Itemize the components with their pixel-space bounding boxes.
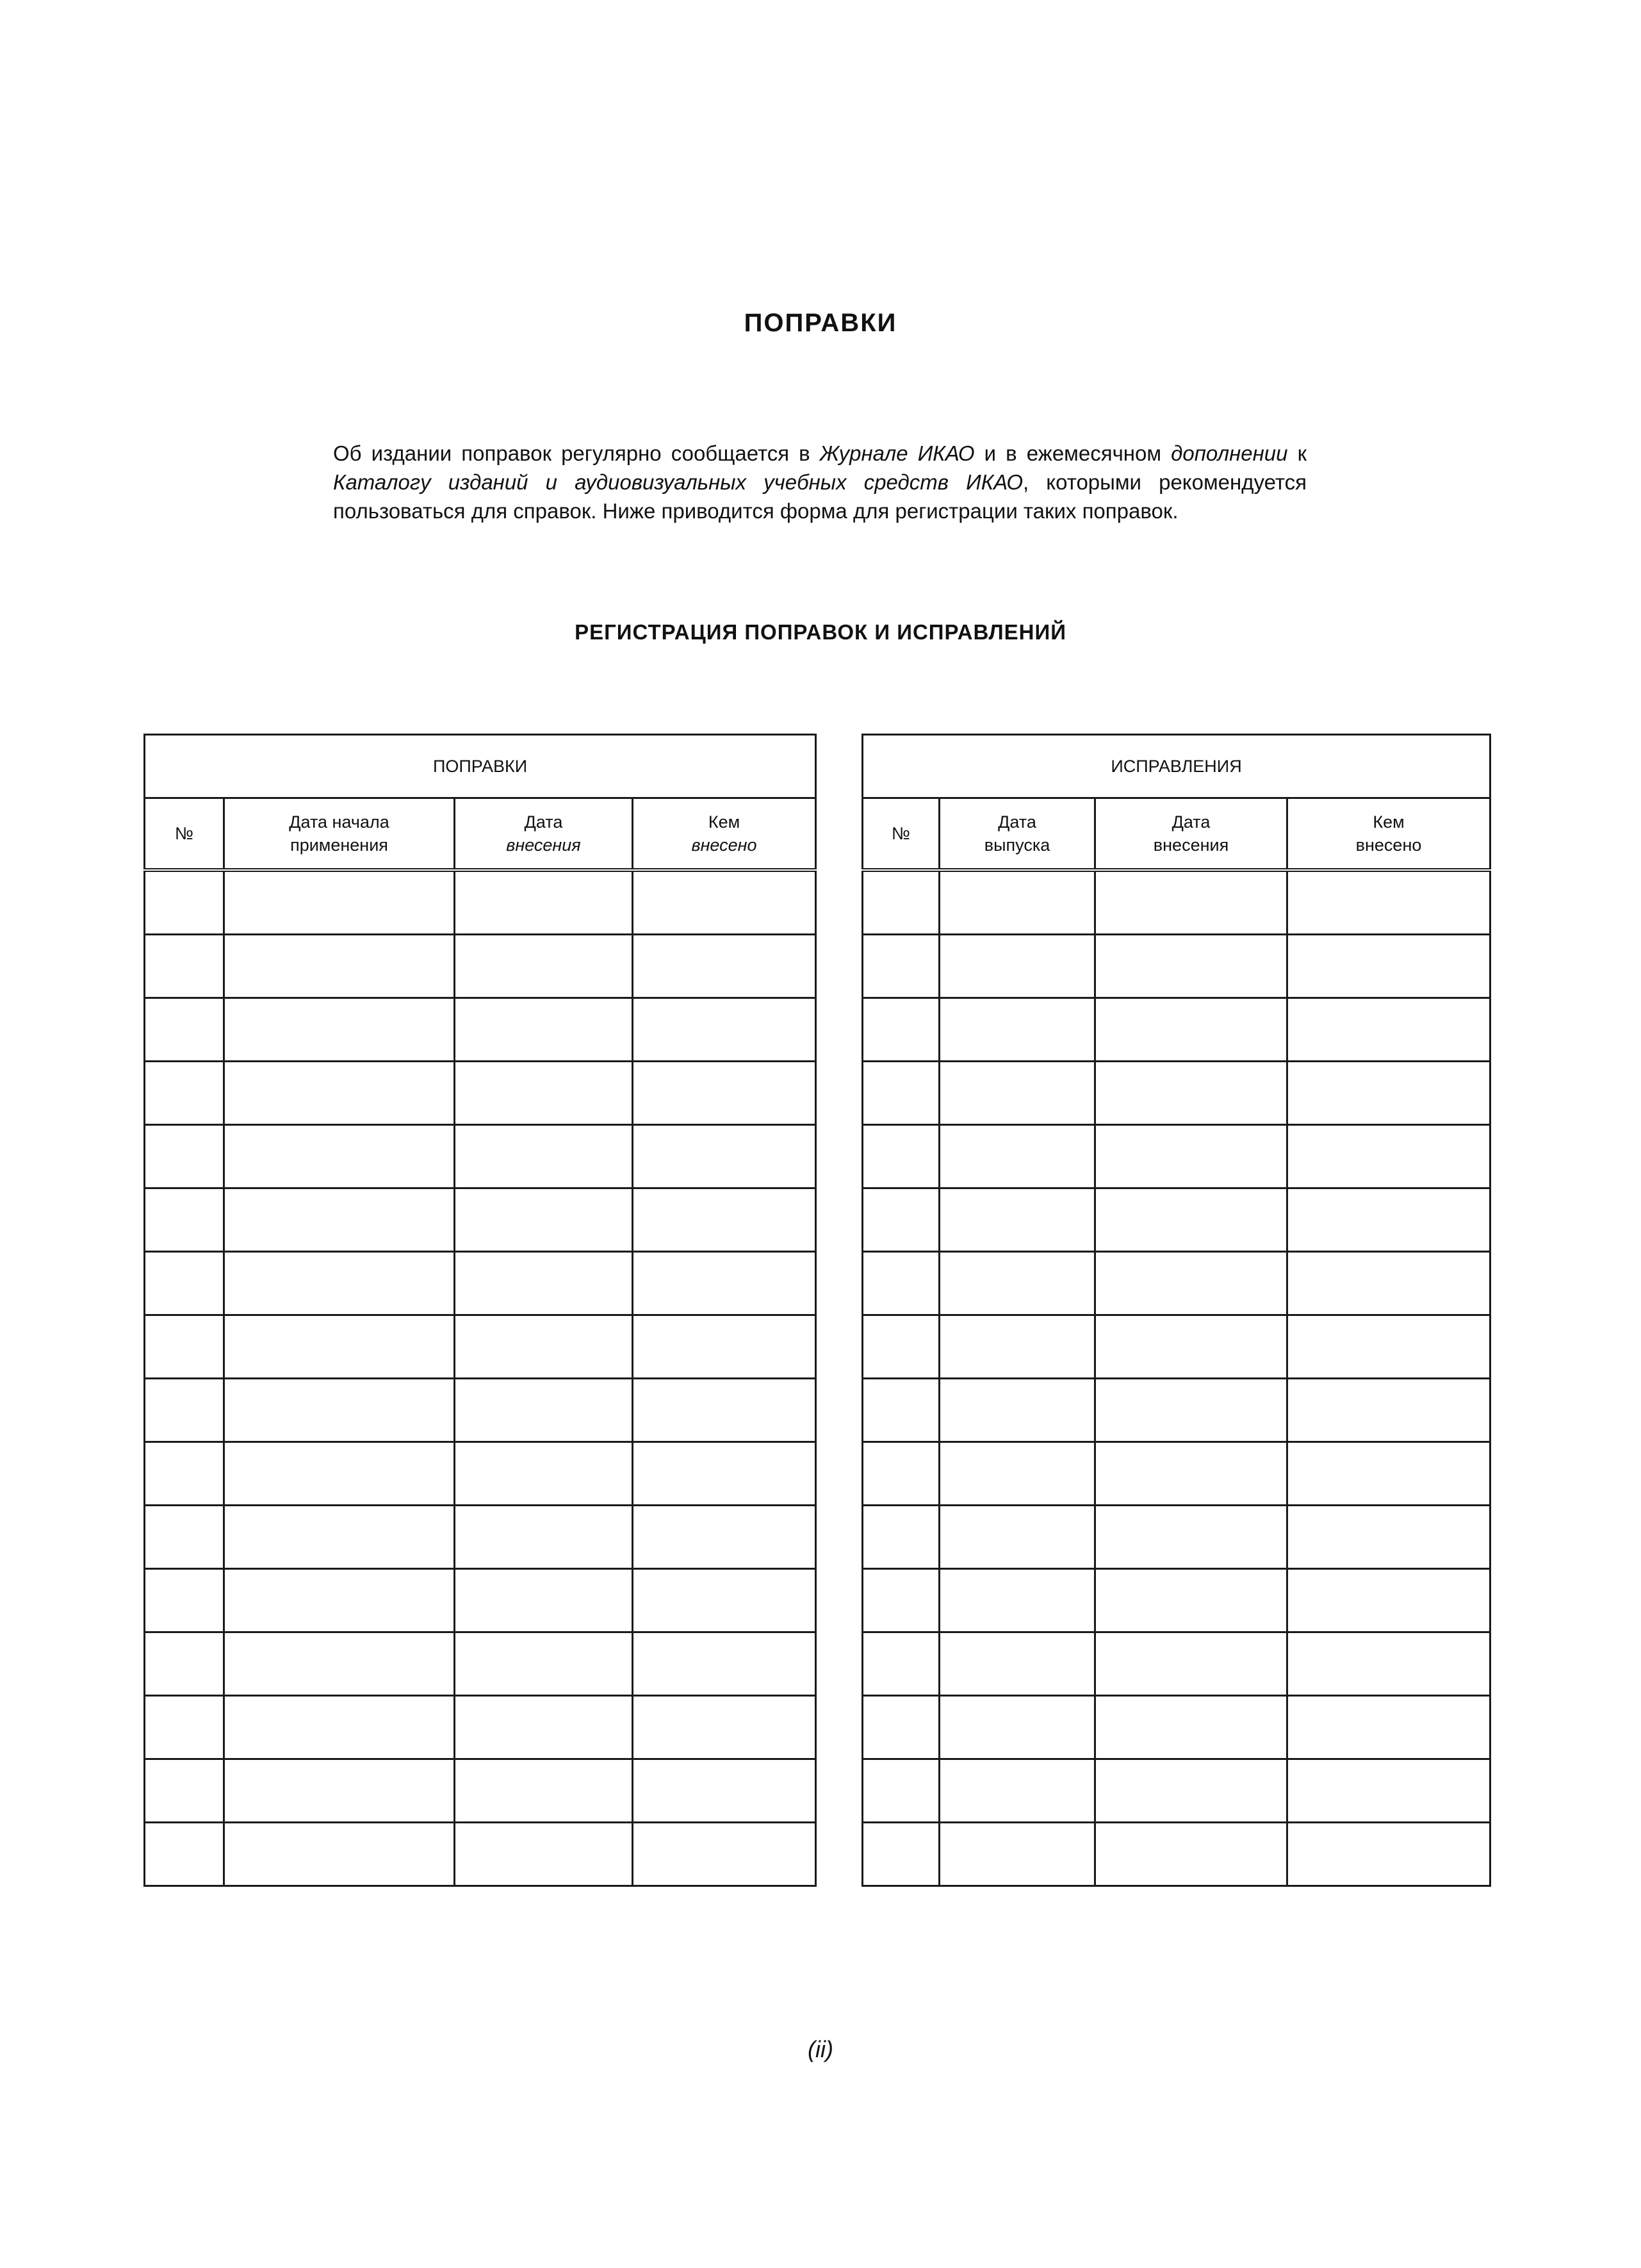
blank-cell[interactable] [224, 1442, 455, 1506]
blank-cell[interactable] [633, 1252, 816, 1315]
blank-cell[interactable] [1287, 1759, 1490, 1823]
blank-cell[interactable] [455, 870, 633, 935]
table-row [145, 1252, 816, 1315]
blank-cell[interactable] [455, 1632, 633, 1696]
table-row [863, 935, 1490, 998]
blank-cell[interactable] [1095, 1062, 1287, 1125]
amendments-table [143, 734, 817, 1887]
blank-cell[interactable] [633, 1823, 816, 1886]
blank-cell[interactable] [863, 870, 940, 935]
blank-cell[interactable] [224, 1125, 455, 1188]
blank-cell[interactable] [1287, 998, 1490, 1062]
blank-cell[interactable] [455, 998, 633, 1062]
blank-cell[interactable] [1095, 1569, 1287, 1632]
intro-supplement: дополнении [1171, 441, 1288, 465]
blank-cell[interactable] [863, 1125, 940, 1188]
blank-cell[interactable] [145, 1442, 224, 1506]
blank-cell[interactable] [940, 998, 1095, 1062]
blank-cell[interactable] [1095, 1315, 1287, 1379]
table-row [145, 1379, 816, 1442]
blank-cell[interactable] [940, 1506, 1095, 1569]
blank-cell[interactable] [224, 1506, 455, 1569]
blank-cell[interactable] [455, 1696, 633, 1759]
blank-cell[interactable] [940, 1442, 1095, 1506]
table-row [145, 1315, 816, 1379]
blank-cell[interactable] [863, 1188, 940, 1252]
blank-cell[interactable] [633, 1125, 816, 1188]
blank-cell[interactable] [224, 1696, 455, 1759]
table-row [863, 1823, 1490, 1886]
blank-cell[interactable] [145, 1759, 224, 1823]
blank-cell[interactable] [1287, 1506, 1490, 1569]
table-row [863, 1252, 1490, 1315]
blank-cell[interactable] [455, 1506, 633, 1569]
blank-cell[interactable] [145, 935, 224, 998]
intro-catalogue-name: Каталогу изданий и аудиовизуальных учебных средств ИКАО [333, 470, 1023, 494]
blank-cell[interactable] [863, 1759, 940, 1823]
blank-cell[interactable] [633, 1569, 816, 1632]
blank-cell[interactable] [224, 1759, 455, 1823]
blank-cell[interactable] [633, 1696, 816, 1759]
blank-cell[interactable] [1095, 1188, 1287, 1252]
blank-cell[interactable] [145, 1188, 224, 1252]
blank-cell[interactable] [1095, 1632, 1287, 1696]
blank-cell[interactable] [1287, 1062, 1490, 1125]
blank-cell[interactable] [1287, 1696, 1490, 1759]
blank-cell[interactable] [1095, 1379, 1287, 1442]
blank-cell[interactable] [1287, 1125, 1490, 1188]
blank-cell[interactable] [1287, 1252, 1490, 1315]
blank-cell[interactable] [145, 998, 224, 1062]
blank-cell[interactable] [633, 1506, 816, 1569]
table-row [863, 1632, 1490, 1696]
blank-cell[interactable] [633, 1379, 816, 1442]
table-row [145, 1125, 816, 1188]
blank-cell[interactable] [224, 1569, 455, 1632]
table-row [863, 1188, 1490, 1252]
intro-paragraph [333, 439, 1307, 525]
blank-cell[interactable] [633, 1632, 816, 1696]
table-row [863, 1569, 1490, 1632]
column-header-date-entered: Дата внесения [455, 798, 633, 871]
blank-cell[interactable] [863, 1379, 940, 1442]
blank-cell[interactable] [940, 1823, 1095, 1886]
blank-cell[interactable] [633, 1759, 816, 1823]
table-row [863, 1062, 1490, 1125]
blank-cell[interactable] [455, 935, 633, 998]
blank-cell[interactable] [633, 870, 816, 935]
table-row [145, 1759, 816, 1823]
blank-cell[interactable] [863, 1062, 940, 1125]
page-number: (ii) [808, 2036, 833, 2062]
blank-cell[interactable] [863, 1823, 940, 1886]
blank-cell[interactable] [224, 870, 455, 935]
blank-cell[interactable] [1095, 870, 1287, 935]
amendments-table-title: ПОПРАВКИ [145, 735, 816, 798]
blank-cell[interactable] [145, 1125, 224, 1188]
blank-cell[interactable] [224, 935, 455, 998]
blank-cell[interactable] [863, 1252, 940, 1315]
blank-cell[interactable] [940, 935, 1095, 998]
blank-cell[interactable] [940, 1696, 1095, 1759]
table-row [145, 1632, 816, 1696]
blank-cell[interactable] [863, 1569, 940, 1632]
blank-cell[interactable] [1287, 870, 1490, 935]
blank-cell[interactable] [633, 1062, 816, 1125]
blank-cell[interactable] [224, 1315, 455, 1379]
table-row [863, 1315, 1490, 1379]
table-row [145, 1696, 816, 1759]
blank-cell[interactable] [224, 1188, 455, 1252]
blank-cell[interactable] [1287, 1442, 1490, 1506]
blank-cell[interactable] [1095, 998, 1287, 1062]
blank-cell[interactable] [145, 1823, 224, 1886]
section-title: РЕГИСТРАЦИЯ ПОПРАВОК И ИСПРАВЛЕНИЙ [575, 620, 1066, 644]
column-header-number: № [863, 798, 940, 871]
blank-cell[interactable] [863, 935, 940, 998]
blank-cell[interactable] [145, 1696, 224, 1759]
corrigenda-table [861, 734, 1491, 1887]
blank-cell[interactable] [455, 1252, 633, 1315]
blank-cell[interactable] [863, 1632, 940, 1696]
page-title: ПОПРАВКИ [744, 309, 897, 337]
table-row [145, 1506, 816, 1569]
blank-cell[interactable] [145, 1632, 224, 1696]
blank-cell[interactable] [1095, 1252, 1287, 1315]
blank-cell[interactable] [940, 1188, 1095, 1252]
blank-cell[interactable] [145, 1569, 224, 1632]
blank-cell[interactable] [633, 1315, 816, 1379]
column-header-entered-by: Кем внесено [1287, 798, 1490, 871]
blank-cell[interactable] [633, 935, 816, 998]
blank-cell[interactable] [940, 1315, 1095, 1379]
blank-cell[interactable] [1095, 1823, 1287, 1886]
blank-cell[interactable] [1287, 1569, 1490, 1632]
blank-cell[interactable] [1095, 935, 1287, 998]
blank-cell[interactable] [1287, 1315, 1490, 1379]
table-row [145, 1442, 816, 1506]
blank-cell[interactable] [1095, 1442, 1287, 1506]
table-row [863, 870, 1490, 935]
table-row [863, 1506, 1490, 1569]
blank-cell[interactable] [1287, 1188, 1490, 1252]
blank-cell[interactable] [940, 870, 1095, 935]
blank-cell[interactable] [863, 1506, 940, 1569]
blank-cell[interactable] [145, 870, 224, 935]
blank-cell[interactable] [633, 1188, 816, 1252]
blank-cell[interactable] [1287, 935, 1490, 998]
blank-cell[interactable] [455, 1442, 633, 1506]
intro-text: к [1287, 441, 1307, 465]
blank-cell[interactable] [940, 1759, 1095, 1823]
blank-cell[interactable] [863, 1696, 940, 1759]
blank-cell[interactable] [1095, 1506, 1287, 1569]
blank-cell[interactable] [1287, 1823, 1490, 1886]
blank-cell[interactable] [633, 1442, 816, 1506]
intro-text: , которыми рекомендуется пользоваться для справок. Ниже приводится форма для регистрации таких поправок. [333, 470, 1307, 523]
blank-cell[interactable] [940, 1569, 1095, 1632]
table-row [863, 1125, 1490, 1188]
blank-cell[interactable] [224, 1062, 455, 1125]
column-header-effective-date: Дата начала применения [224, 798, 455, 871]
table-row [863, 1442, 1490, 1506]
blank-cell[interactable] [145, 1506, 224, 1569]
blank-cell[interactable] [633, 998, 816, 1062]
blank-cell[interactable] [455, 1125, 633, 1188]
column-header-number: № [145, 798, 224, 871]
column-header-issue-date: Дата выпуска [940, 798, 1095, 871]
blank-cell[interactable] [145, 1062, 224, 1125]
blank-cell[interactable] [863, 1442, 940, 1506]
blank-cell[interactable] [1287, 1379, 1490, 1442]
blank-cell[interactable] [224, 1632, 455, 1696]
blank-cell[interactable] [455, 1062, 633, 1125]
table-row [145, 1823, 816, 1886]
blank-cell[interactable] [145, 1252, 224, 1315]
table-row [145, 1188, 816, 1252]
blank-cell[interactable] [455, 1823, 633, 1886]
blank-cell[interactable] [455, 1188, 633, 1252]
blank-cell[interactable] [863, 1315, 940, 1379]
blank-cell[interactable] [863, 998, 940, 1062]
blank-cell[interactable] [940, 1252, 1095, 1315]
blank-cell[interactable] [1287, 1632, 1490, 1696]
blank-cell[interactable] [455, 1569, 633, 1632]
blank-cell[interactable] [940, 1632, 1095, 1696]
blank-cell[interactable] [145, 1315, 224, 1379]
blank-cell[interactable] [455, 1379, 633, 1442]
table-row [145, 1569, 816, 1632]
blank-cell[interactable] [224, 1252, 455, 1315]
blank-cell[interactable] [145, 1379, 224, 1442]
intro-journal-name: Журнале ИКАО [819, 441, 975, 465]
table-row [145, 1062, 816, 1125]
column-header-entered-by: Кем внесено [633, 798, 816, 871]
blank-cell[interactable] [940, 1125, 1095, 1188]
table-row [145, 870, 816, 935]
blank-cell[interactable] [1095, 1759, 1287, 1823]
blank-cell[interactable] [224, 1379, 455, 1442]
corrigenda-table-title: ИСПРАВЛЕНИЯ [863, 735, 1490, 798]
intro-text: и в ежемесячном [974, 441, 1172, 465]
table-row [863, 1696, 1490, 1759]
blank-cell[interactable] [455, 1759, 633, 1823]
table-row [863, 1379, 1490, 1442]
blank-cell[interactable] [1095, 1125, 1287, 1188]
table-row [863, 998, 1490, 1062]
table-row [145, 998, 816, 1062]
blank-cell[interactable] [224, 1823, 455, 1886]
intro-text: Об издании поправок регулярно сообщается в [333, 441, 820, 465]
blank-cell[interactable] [940, 1379, 1095, 1442]
table-row [145, 935, 816, 998]
blank-cell[interactable] [940, 1062, 1095, 1125]
blank-cell[interactable] [1095, 1696, 1287, 1759]
blank-cell[interactable] [224, 998, 455, 1062]
blank-cell[interactable] [455, 1315, 633, 1379]
table-row [863, 1759, 1490, 1823]
column-header-date-entered: Дата внесения [1095, 798, 1287, 871]
